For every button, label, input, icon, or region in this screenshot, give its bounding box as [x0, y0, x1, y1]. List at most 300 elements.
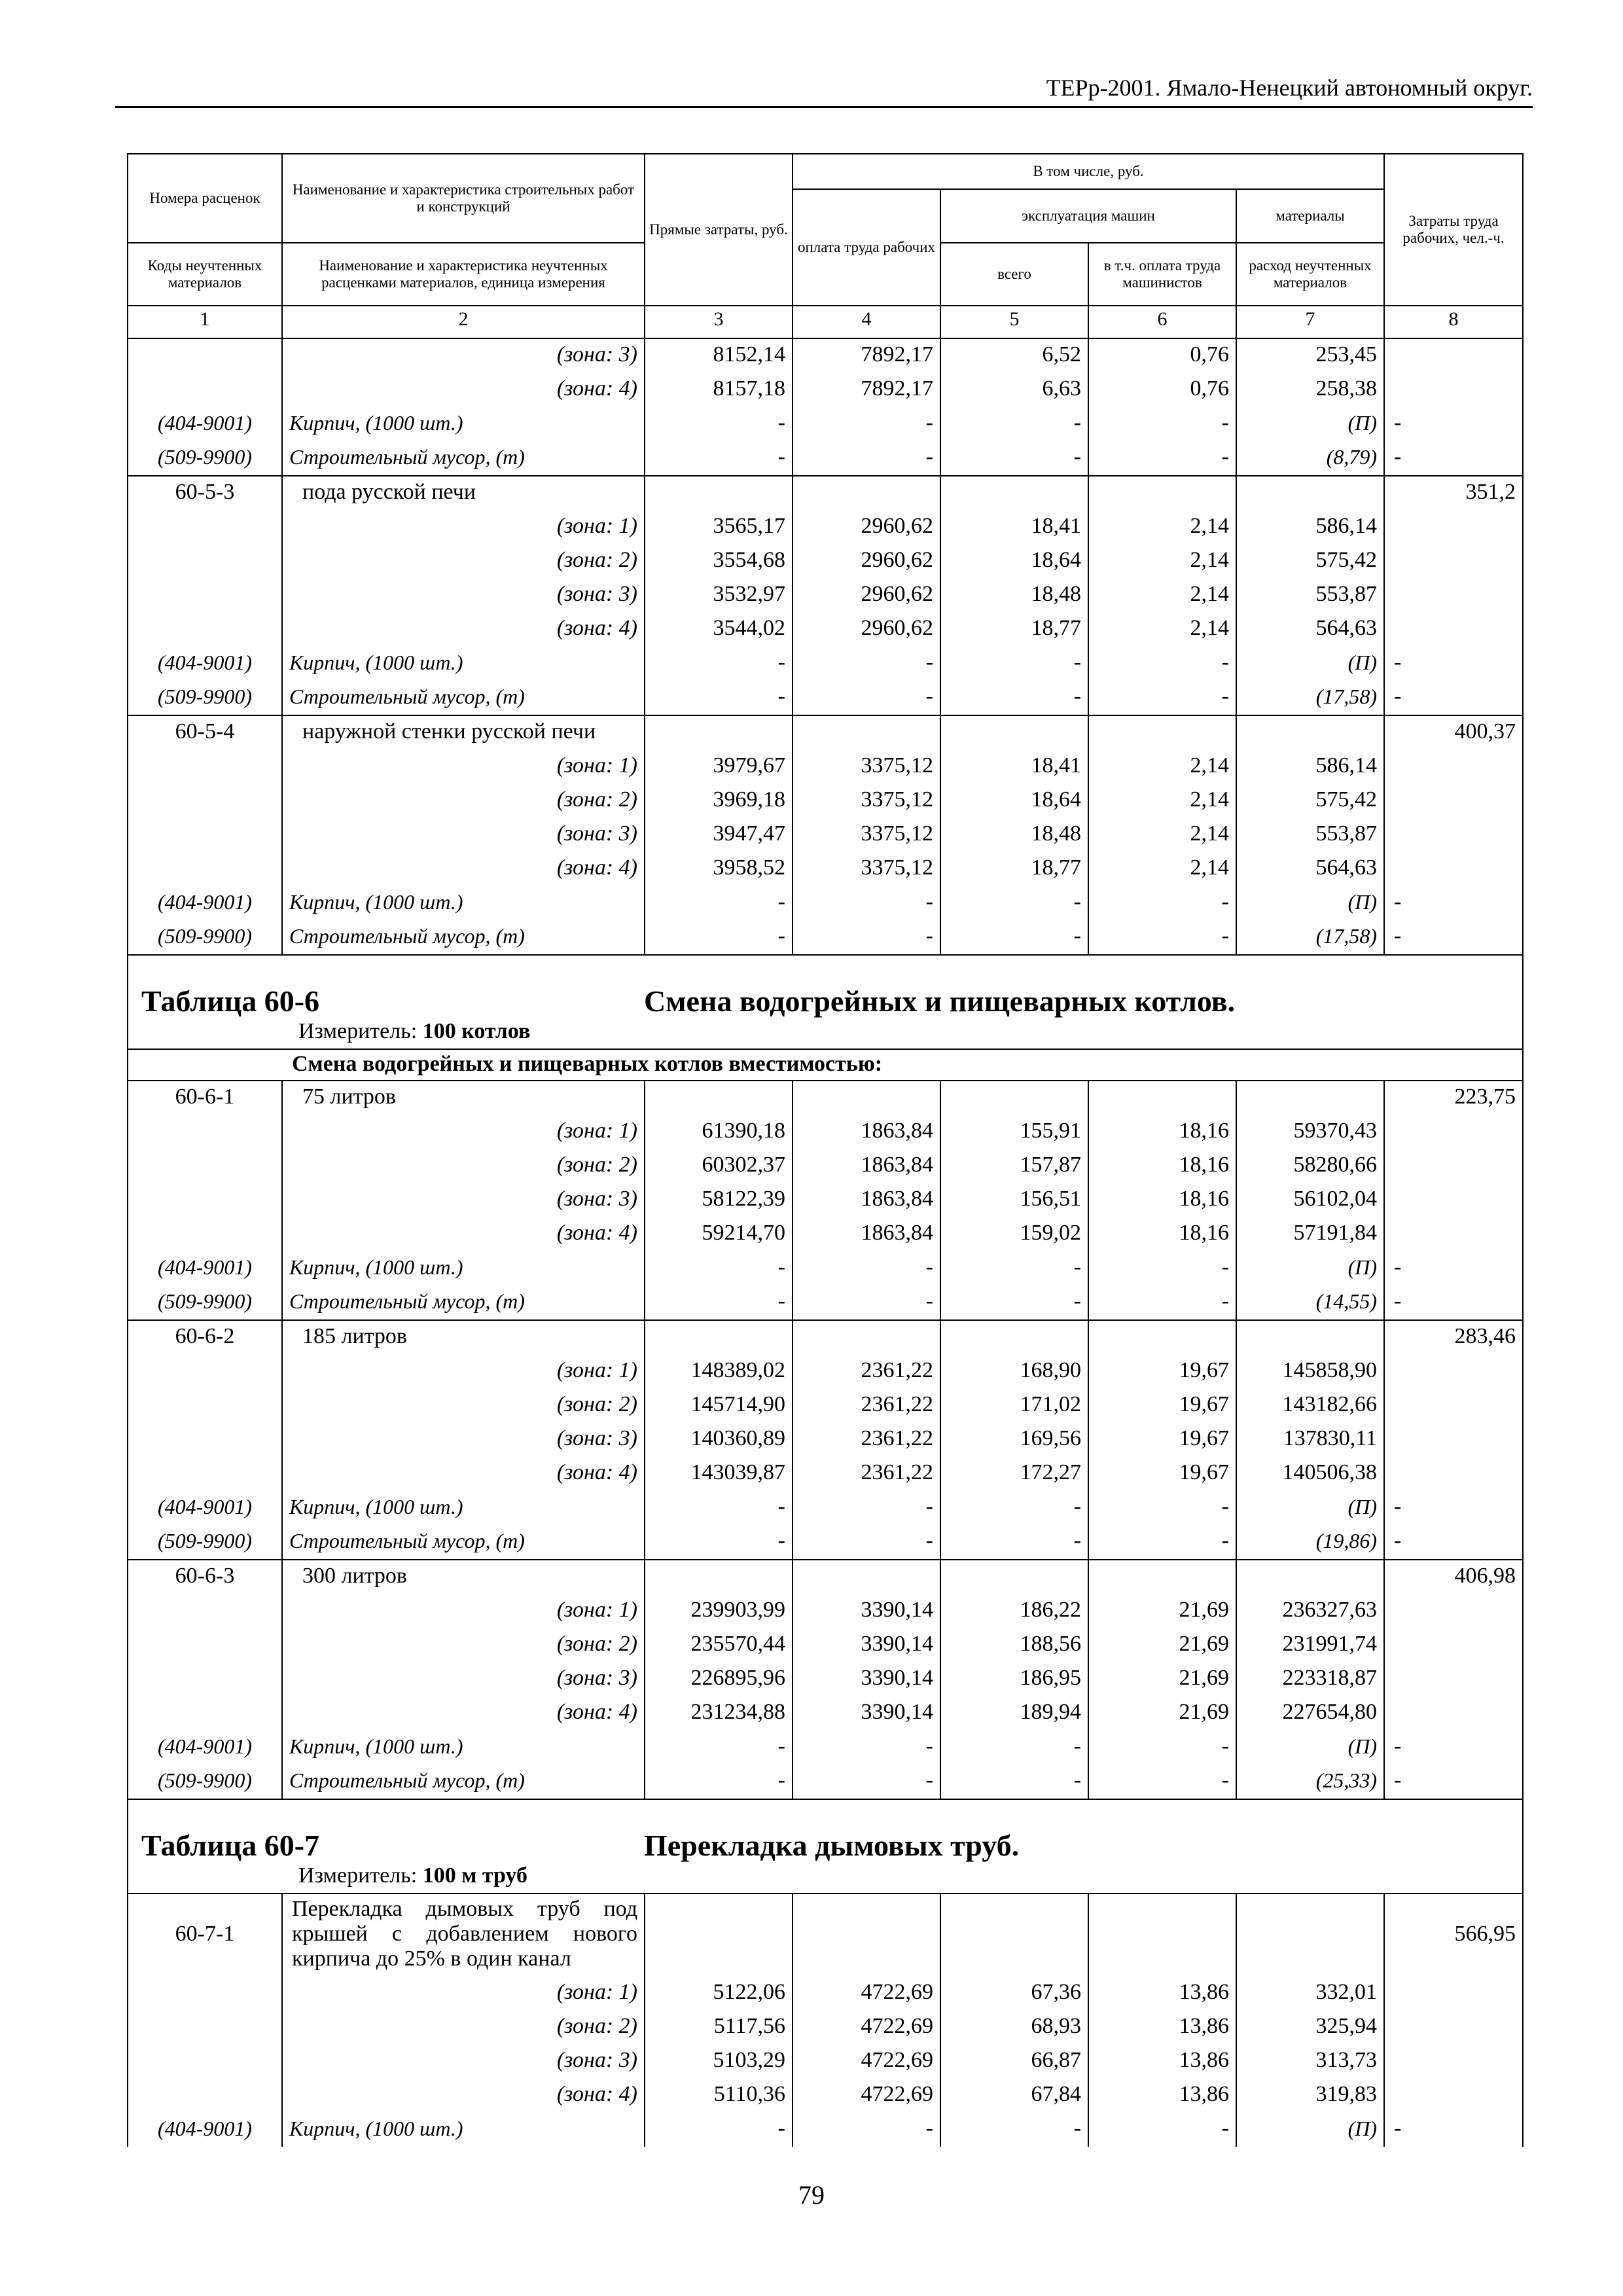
material-row: [128, 1525, 1523, 1560]
operator-pay: 13,86: [1088, 1977, 1236, 2011]
material-row: [128, 681, 1523, 715]
value-cell: -: [1088, 441, 1236, 476]
zone-label: (зона: 3): [282, 818, 645, 852]
value-cell: -: [1384, 681, 1523, 715]
value-cell: -: [645, 647, 793, 681]
materials: 145858,90: [1236, 1355, 1384, 1389]
zone-row: [128, 2011, 1523, 2045]
zone-label: (зона: 3): [282, 338, 645, 373]
machines-total: 67,36: [940, 1977, 1088, 2011]
material-name: Строительный мусор, (т): [282, 441, 645, 476]
column-number: 1: [128, 306, 282, 338]
operator-pay: 2,14: [1088, 818, 1236, 852]
worker-pay: 1863,84: [793, 1217, 940, 1251]
materials: 586,14: [1236, 750, 1384, 784]
table-name: Смена водогрейных и пищеварных котлов.: [644, 984, 1236, 1018]
value-cell: -: [1088, 1731, 1236, 1765]
value-cell: -: [1384, 407, 1523, 441]
worker-pay: 4722,69: [793, 2045, 940, 2079]
col-header-operator-pay: в т.ч. оплата труда машинистов: [1088, 243, 1236, 306]
zone-label: (зона: 4): [282, 1696, 645, 1731]
zone-label: (зона: 2): [282, 1628, 645, 1662]
materials: 564,63: [1236, 613, 1384, 647]
value-cell: -: [793, 1491, 940, 1525]
zone-row: [128, 818, 1523, 852]
direct-costs: 5122,06: [645, 1977, 793, 2011]
table-unit-row: [128, 1863, 1523, 1893]
material-row: [128, 1285, 1523, 1320]
zone-row: [128, 1696, 1523, 1731]
material-row: [128, 1251, 1523, 1285]
value-cell: -: [1088, 1285, 1236, 1320]
worker-pay: 3375,12: [793, 852, 940, 886]
operator-pay: 13,86: [1088, 2045, 1236, 2079]
operator-pay: 0,76: [1088, 373, 1236, 407]
rate-name: 75 литров: [282, 1081, 645, 1115]
direct-costs: 8157,18: [645, 373, 793, 407]
value-cell: -: [940, 1525, 1088, 1560]
material-name: Кирпич, (1000 шт.): [282, 886, 645, 920]
column-number: 8: [1384, 306, 1523, 338]
direct-costs: 61390,18: [645, 1115, 793, 1149]
col-header-machines: эксплуатация машин: [940, 189, 1236, 243]
machines-total: 18,64: [940, 784, 1088, 818]
value-cell: -: [1384, 2113, 1523, 2147]
material-use: (17,58): [1236, 920, 1384, 955]
value-cell: -: [645, 407, 793, 441]
machines-total: 18,64: [940, 545, 1088, 579]
materials: 58280,66: [1236, 1149, 1384, 1183]
zone-label: (зона: 2): [282, 1389, 645, 1423]
material-code: (509-9900): [128, 441, 282, 476]
machines-total: 186,22: [940, 1594, 1088, 1628]
material-name: Строительный мусор, (т): [282, 681, 645, 715]
value-cell: -: [645, 1765, 793, 1799]
rate-code: 60-7-1: [128, 1893, 282, 1977]
value-cell: -: [940, 920, 1088, 955]
zone-label: (зона: 2): [282, 784, 645, 818]
direct-costs: 226895,96: [645, 1662, 793, 1696]
zone-label: (зона: 3): [282, 1423, 645, 1457]
column-number: 4: [793, 306, 940, 338]
material-code: (509-9900): [128, 1285, 282, 1320]
materials: 575,42: [1236, 545, 1384, 579]
materials: 59370,43: [1236, 1115, 1384, 1149]
value-cell: -: [1088, 1525, 1236, 1560]
zone-row: [128, 1217, 1523, 1251]
operator-pay: 21,69: [1088, 1696, 1236, 1731]
material-name: Строительный мусор, (т): [282, 1285, 645, 1320]
value-cell: -: [645, 2113, 793, 2147]
zone-row: [128, 784, 1523, 818]
materials: 143182,66: [1236, 1389, 1384, 1423]
direct-costs: 3554,68: [645, 545, 793, 579]
materials: 553,87: [1236, 579, 1384, 613]
material-row: [128, 1765, 1523, 1799]
zone-row: [128, 338, 1523, 373]
material-use: (17,58): [1236, 681, 1384, 715]
value-cell: -: [793, 1285, 940, 1320]
zone-label: (зона: 1): [282, 1594, 645, 1628]
section-row: [128, 1049, 1523, 1081]
materials: 236327,63: [1236, 1594, 1384, 1628]
column-number: 3: [645, 306, 793, 338]
zone-label: (зона: 1): [282, 1977, 645, 2011]
materials: 227654,80: [1236, 1696, 1384, 1731]
direct-costs: 3947,47: [645, 818, 793, 852]
materials: 253,45: [1236, 338, 1384, 373]
value-cell: -: [1088, 1765, 1236, 1799]
worker-pay: 2960,62: [793, 545, 940, 579]
table-name: Перекладка дымовых труб.: [644, 1829, 1020, 1862]
zone-row: [128, 511, 1523, 545]
material-row: [128, 647, 1523, 681]
value-cell: -: [940, 1251, 1088, 1285]
value-cell: -: [793, 647, 940, 681]
value-cell: -: [1088, 407, 1236, 441]
materials: 319,83: [1236, 2079, 1384, 2113]
machines-total: 172,27: [940, 1457, 1088, 1491]
worker-pay: 3390,14: [793, 1662, 940, 1696]
rate-code: 60-6-3: [128, 1560, 282, 1594]
material-use: (8,79): [1236, 441, 1384, 476]
table-number: Таблица 60-7: [141, 1829, 320, 1862]
rate-name: пода русской печи: [282, 476, 645, 511]
unit-label: Измеритель:: [298, 1019, 418, 1043]
worker-pay: 2361,22: [793, 1355, 940, 1389]
column-number: 5: [940, 306, 1088, 338]
rate-code: 60-6-2: [128, 1320, 282, 1355]
value-cell: -: [1384, 1765, 1523, 1799]
operator-pay: 2,14: [1088, 852, 1236, 886]
value-cell: -: [645, 920, 793, 955]
material-use: (П): [1236, 2113, 1384, 2147]
materials: 586,14: [1236, 511, 1384, 545]
direct-costs: 58122,39: [645, 1183, 793, 1217]
materials: 313,73: [1236, 2045, 1384, 2079]
value-cell: -: [940, 407, 1088, 441]
col-header-including: В том числе, руб.: [793, 154, 1384, 189]
materials: 223318,87: [1236, 1662, 1384, 1696]
material-code: (404-9001): [128, 647, 282, 681]
table-header: [128, 154, 1523, 338]
rate-row: [128, 476, 1523, 511]
zone-label: (зона: 1): [282, 1115, 645, 1149]
material-name: Кирпич, (1000 шт.): [282, 647, 645, 681]
machines-total: 66,87: [940, 2045, 1088, 2079]
value-cell: -: [1384, 647, 1523, 681]
worker-pay: 1863,84: [793, 1115, 940, 1149]
value-cell: -: [793, 2113, 940, 2147]
value-cell: -: [793, 441, 940, 476]
direct-costs: 5103,29: [645, 2045, 793, 2079]
zone-row: [128, 2079, 1523, 2113]
materials: 575,42: [1236, 784, 1384, 818]
operator-pay: 18,16: [1088, 1115, 1236, 1149]
material-use: (П): [1236, 1491, 1384, 1525]
zone-row: [128, 1115, 1523, 1149]
zone-label: (зона: 1): [282, 750, 645, 784]
zone-row: [128, 1628, 1523, 1662]
value-cell: -: [645, 1251, 793, 1285]
machines-total: 168,90: [940, 1355, 1088, 1389]
material-use: (П): [1236, 1251, 1384, 1285]
page-header: ТЕРр-2001. Ямало-Ненецкий автономный округ.: [115, 73, 1533, 108]
col-header-machines-total: всего: [940, 243, 1088, 306]
material-name: Кирпич, (1000 шт.): [282, 407, 645, 441]
materials: 325,94: [1236, 2011, 1384, 2045]
zone-row: [128, 1389, 1523, 1423]
worker-pay: 3375,12: [793, 784, 940, 818]
value-cell: -: [1088, 886, 1236, 920]
zone-row: [128, 1423, 1523, 1457]
zone-row: [128, 1594, 1523, 1628]
zone-row: [128, 1149, 1523, 1183]
materials: 231991,74: [1236, 1628, 1384, 1662]
operator-pay: 19,67: [1088, 1389, 1236, 1423]
table-number: Таблица 60-6: [141, 984, 320, 1018]
material-name: Кирпич, (1000 шт.): [282, 1731, 645, 1765]
material-use: (25,33): [1236, 1765, 1384, 1799]
zone-label: (зона: 4): [282, 1457, 645, 1491]
value-cell: -: [940, 1491, 1088, 1525]
operator-pay: 21,69: [1088, 1594, 1236, 1628]
value-cell: -: [793, 886, 940, 920]
machines-total: 188,56: [940, 1628, 1088, 1662]
value-cell: -: [1384, 886, 1523, 920]
material-row: [128, 407, 1523, 441]
worker-pay: 2960,62: [793, 511, 940, 545]
labor-cost: 283,46: [1384, 1320, 1523, 1355]
value-cell: -: [1088, 1251, 1236, 1285]
value-cell: -: [940, 1765, 1088, 1799]
material-name: Кирпич, (1000 шт.): [282, 1491, 645, 1525]
rate-row: [128, 1081, 1523, 1115]
material-name: Строительный мусор, (т): [282, 1765, 645, 1799]
machines-total: 18,41: [940, 511, 1088, 545]
worker-pay: 7892,17: [793, 373, 940, 407]
machines-total: 18,48: [940, 579, 1088, 613]
direct-costs: 143039,87: [645, 1457, 793, 1491]
col-header-rate-number: Номера расценок: [128, 154, 282, 243]
direct-costs: 231234,88: [645, 1696, 793, 1731]
value-cell: -: [940, 1285, 1088, 1320]
zone-label: (зона: 1): [282, 511, 645, 545]
direct-costs: 5117,56: [645, 2011, 793, 2045]
rate-row: [128, 715, 1523, 750]
worker-pay: 4722,69: [793, 1977, 940, 2011]
materials: 258,38: [1236, 373, 1384, 407]
material-use: (П): [1236, 886, 1384, 920]
value-cell: -: [645, 1491, 793, 1525]
worker-pay: 4722,69: [793, 2011, 940, 2045]
worker-pay: 2361,22: [793, 1423, 940, 1457]
labor-cost: 406,98: [1384, 1560, 1523, 1594]
value-cell: -: [940, 441, 1088, 476]
material-code: (404-9001): [128, 407, 282, 441]
table-unit-row: [128, 1018, 1523, 1049]
value-cell: -: [940, 647, 1088, 681]
col-header-labor: Затраты труда рабочих, чел.-ч.: [1384, 154, 1523, 306]
machines-total: 156,51: [940, 1183, 1088, 1217]
operator-pay: 18,16: [1088, 1183, 1236, 1217]
direct-costs: 239903,99: [645, 1594, 793, 1628]
value-cell: -: [793, 1731, 940, 1765]
zone-row: [128, 1355, 1523, 1389]
labor-cost: 351,2: [1384, 476, 1523, 511]
machines-total: 171,02: [940, 1389, 1088, 1423]
value-cell: -: [940, 886, 1088, 920]
materials: 56102,04: [1236, 1183, 1384, 1217]
value-cell: -: [1088, 920, 1236, 955]
zone-row: [128, 1977, 1523, 2011]
value-cell: -: [1088, 681, 1236, 715]
operator-pay: 18,16: [1088, 1149, 1236, 1183]
machines-total: 18,77: [940, 613, 1088, 647]
labor-cost: 400,37: [1384, 715, 1523, 750]
operator-pay: 2,14: [1088, 511, 1236, 545]
unit-value: 100 котлов: [422, 1019, 531, 1043]
worker-pay: 7892,17: [793, 338, 940, 373]
direct-costs: 140360,89: [645, 1423, 793, 1457]
material-name: Кирпич, (1000 шт.): [282, 2113, 645, 2147]
zone-label: (зона: 3): [282, 579, 645, 613]
value-cell: -: [793, 1765, 940, 1799]
direct-costs: 3544,02: [645, 613, 793, 647]
value-cell: -: [1088, 647, 1236, 681]
col-header-work-name: Наименование и характеристика строительных работ и конструкций: [282, 154, 645, 243]
material-use: (П): [1236, 1731, 1384, 1765]
value-cell: -: [1088, 1491, 1236, 1525]
value-cell: -: [1384, 1731, 1523, 1765]
zone-label: (зона: 4): [282, 852, 645, 886]
direct-costs: 3969,18: [645, 784, 793, 818]
value-cell: -: [793, 407, 940, 441]
direct-costs: 8152,14: [645, 338, 793, 373]
operator-pay: 18,16: [1088, 1217, 1236, 1251]
table-title-row: [128, 955, 1523, 1018]
col-header-direct-costs: Прямые затраты, руб.: [645, 154, 793, 306]
machines-total: 67,84: [940, 2079, 1088, 2113]
rate-name: наружной стенки русской печи: [282, 715, 645, 750]
zone-row: [128, 373, 1523, 407]
value-cell: -: [1384, 441, 1523, 476]
material-row: [128, 441, 1523, 476]
materials: 137830,11: [1236, 1423, 1384, 1457]
rate-name: Перекладка дымовых труб под крышей с добавлением нового кирпича до 25% в один канал: [282, 1893, 645, 1977]
machines-total: 68,93: [940, 2011, 1088, 2045]
operator-pay: 0,76: [1088, 338, 1236, 373]
zone-label: (зона: 1): [282, 1355, 645, 1389]
operator-pay: 2,14: [1088, 545, 1236, 579]
rate-row: [128, 1893, 1523, 1977]
materials: 553,87: [1236, 818, 1384, 852]
zone-row: [128, 545, 1523, 579]
machines-total: 6,52: [940, 338, 1088, 373]
worker-pay: 1863,84: [793, 1183, 940, 1217]
operator-pay: 13,86: [1088, 2079, 1236, 2113]
material-code: (509-9900): [128, 681, 282, 715]
machines-total: 159,02: [940, 1217, 1088, 1251]
zone-label: (зона: 4): [282, 2079, 645, 2113]
direct-costs: 145714,90: [645, 1389, 793, 1423]
value-cell: -: [645, 1731, 793, 1765]
col-header-materials: материалы: [1236, 189, 1384, 243]
worker-pay: 2960,62: [793, 579, 940, 613]
value-cell: -: [1384, 1251, 1523, 1285]
material-name: Строительный мусор, (т): [282, 1525, 645, 1560]
value-cell: -: [793, 681, 940, 715]
zone-row: [128, 613, 1523, 647]
labor-cost: 223,75: [1384, 1081, 1523, 1115]
material-use: (П): [1236, 407, 1384, 441]
worker-pay: 3375,12: [793, 818, 940, 852]
value-cell: -: [1384, 1525, 1523, 1560]
zone-row: [128, 1457, 1523, 1491]
rate-code: 60-6-1: [128, 1081, 282, 1115]
direct-costs: 148389,02: [645, 1355, 793, 1389]
material-code: (404-9001): [128, 1491, 282, 1525]
operator-pay: 21,69: [1088, 1628, 1236, 1662]
value-cell: -: [793, 1525, 940, 1560]
machines-total: 186,95: [940, 1662, 1088, 1696]
zone-row: [128, 750, 1523, 784]
zone-label: (зона: 2): [282, 545, 645, 579]
direct-costs: 3532,97: [645, 579, 793, 613]
direct-costs: 5110,36: [645, 2079, 793, 2113]
worker-pay: 4722,69: [793, 2079, 940, 2113]
material-code: (404-9001): [128, 1251, 282, 1285]
zone-row: [128, 2045, 1523, 2079]
labor-cost: 566,95: [1384, 1893, 1523, 1977]
material-use: (П): [1236, 647, 1384, 681]
zone-label: (зона: 4): [282, 1217, 645, 1251]
material-row: [128, 1731, 1523, 1765]
material-code: (404-9001): [128, 1731, 282, 1765]
machines-total: 157,87: [940, 1149, 1088, 1183]
material-code: (509-9900): [128, 920, 282, 955]
unit-value: 100 м труб: [422, 1863, 527, 1888]
operator-pay: 19,67: [1088, 1355, 1236, 1389]
worker-pay: 1863,84: [793, 1149, 940, 1183]
value-cell: -: [645, 681, 793, 715]
material-row: [128, 2113, 1523, 2147]
value-cell: -: [645, 886, 793, 920]
rates-table: [127, 153, 1524, 2147]
direct-costs: 60302,37: [645, 1149, 793, 1183]
material-name: Кирпич, (1000 шт.): [282, 1251, 645, 1285]
material-row: [128, 920, 1523, 955]
machines-total: 18,77: [940, 852, 1088, 886]
table-title-row: [128, 1799, 1523, 1863]
direct-costs: 235570,44: [645, 1628, 793, 1662]
zone-label: (зона: 2): [282, 2011, 645, 2045]
operator-pay: 13,86: [1088, 2011, 1236, 2045]
operator-pay: 19,67: [1088, 1457, 1236, 1491]
worker-pay: 3390,14: [793, 1696, 940, 1731]
zone-row: [128, 579, 1523, 613]
worker-pay: 3390,14: [793, 1628, 940, 1662]
machines-total: 189,94: [940, 1696, 1088, 1731]
worker-pay: 2361,22: [793, 1457, 940, 1491]
materials: 57191,84: [1236, 1217, 1384, 1251]
table-body: [128, 338, 1523, 2147]
zone-label: (зона: 3): [282, 2045, 645, 2079]
zone-row: [128, 1662, 1523, 1696]
zone-label: (зона: 4): [282, 613, 645, 647]
material-code: (509-9900): [128, 1765, 282, 1799]
value-cell: -: [940, 2113, 1088, 2147]
